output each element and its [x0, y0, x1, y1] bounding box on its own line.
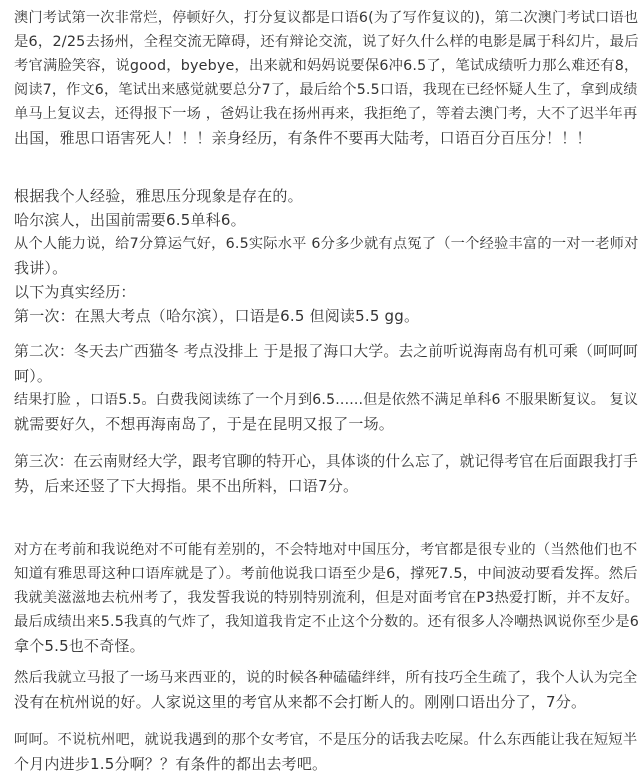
paragraph-hangzhou-exam — [14, 538, 638, 658]
paragraph-macau-exam — [14, 6, 638, 150]
text-line: 最后成绩出来5.5我真的气炸了，我知道我肯定不止这个分数的。还有很多人冷嘲热讽说你至少是6 — [14, 614, 639, 630]
text-line: 势，后来还竖了下大拇指。果不出所料，口语7分。 — [14, 477, 359, 495]
paragraph-conclusion — [14, 728, 638, 776]
text-line: 结果打脸 ，口语5.5。白费我阅读练了一个月到6.5......但是依然不满足单科6 不服果断复议。 复议 — [14, 392, 639, 408]
text-line: 对方在考前和我说绝对不可能有差别的，不会特地对中国压分，考官都是很专业的（当然他们也不 — [14, 542, 638, 558]
text-line: 出国，雅思口语害死人！！！亲身经历，有条件不要再大陆考，口语百分百压分！！！ — [14, 129, 592, 147]
text-line: 就需要好久，不想再海南岛了，于是在昆明又报了一场。 — [14, 415, 395, 433]
text-line: 第二次：冬天去广西猫冬 考点没排上 于是报了海口大学。去之前听说海南岛有机可乘（呵呵呵 — [14, 343, 639, 360]
text-line: 根据我个人经验，雅思压分现象是存在的。 — [14, 187, 303, 205]
text-line: 第一次：在黑大考点（哈尔滨），口语是6.5 但阅读5.5 gg。 — [14, 307, 420, 325]
paragraph-second-attempt — [14, 340, 638, 436]
paragraph-third-attempt — [14, 450, 638, 498]
paragraph-harbin-experience — [14, 184, 638, 328]
text-line: 从个人能力说，给7分算运气好，6.5实际水平 6分多少就有点冤了（一个经验丰富的一对一老师对 — [14, 236, 639, 252]
text-line: 第三次：在云南财经大学，跟考官聊的特开心，具体谈的什么忘了，就记得考官在后面跟我打手 — [14, 453, 638, 470]
text-line: 然后我就立马报了一场马来西亚的，说的时候各种磕磕绊绊，所有技巧全生疏了，我个人认为完全 — [14, 670, 638, 686]
text-line: 是6，2/25去扬州，全程交流无障碍，还有辩论交流，说了好久什么样的电影是属于科幻片，最后 — [14, 34, 639, 50]
paragraph-malaysia-exam — [14, 666, 638, 714]
text-line: 呵呵。不说杭州吧，就说我遇到的那个女考官，不是压分的话我去吃屎。什么东西能让我在短短半 — [14, 732, 638, 748]
text-line: 知道有雅思哥这种口语库就是了）。考前他说我口语至少是6，撑死7.5，中间波动要看发挥。然后 — [14, 566, 638, 582]
text-line: 没有在杭州说的好。人家说这里的考官从来都不会打断人的。刚刚口语出分了，7分。 — [14, 693, 587, 711]
text-line: 阅读7，作文6，笔试出来感觉就要总分7了，最后给个5.5口语，我现在已经怀疑人生了，拿到成绩 — [14, 82, 638, 98]
text-line: 个月内进步1.5分啊？？有条件的都出去考吧。 — [14, 755, 328, 773]
text-line: 我就美滋滋地去杭州考了，我发誓我说的特别特别流利，但是对面考官在P3热爱打断，并不友好。 — [14, 590, 639, 606]
text-line: 拿个5.5也不奇怪。 — [14, 637, 145, 655]
text-line: 我讲）。 — [14, 259, 68, 277]
text-line: 考官满脸笑容，说good，byebye，出来就和妈妈说要保6冲6.5了，笔试成绩听力那么难还有8， — [14, 58, 639, 74]
text-line: 呵）。 — [14, 367, 53, 385]
text-line: 哈尔滨人，出国前需要6.5单科6。 — [14, 211, 246, 229]
text-line: 以下为真实经历： — [14, 283, 136, 301]
text-line: 澳门考试第一次非常烂，停顿好久，打分复议都是口语6(为了写作复议的)，第二次澳门考试口语也 — [14, 10, 639, 26]
text-line: 单马上复议去，还得报下一场 ，爸妈让我在扬州再来，我拒绝了，等着去澳门考，大不了迟半年再 — [14, 106, 638, 122]
